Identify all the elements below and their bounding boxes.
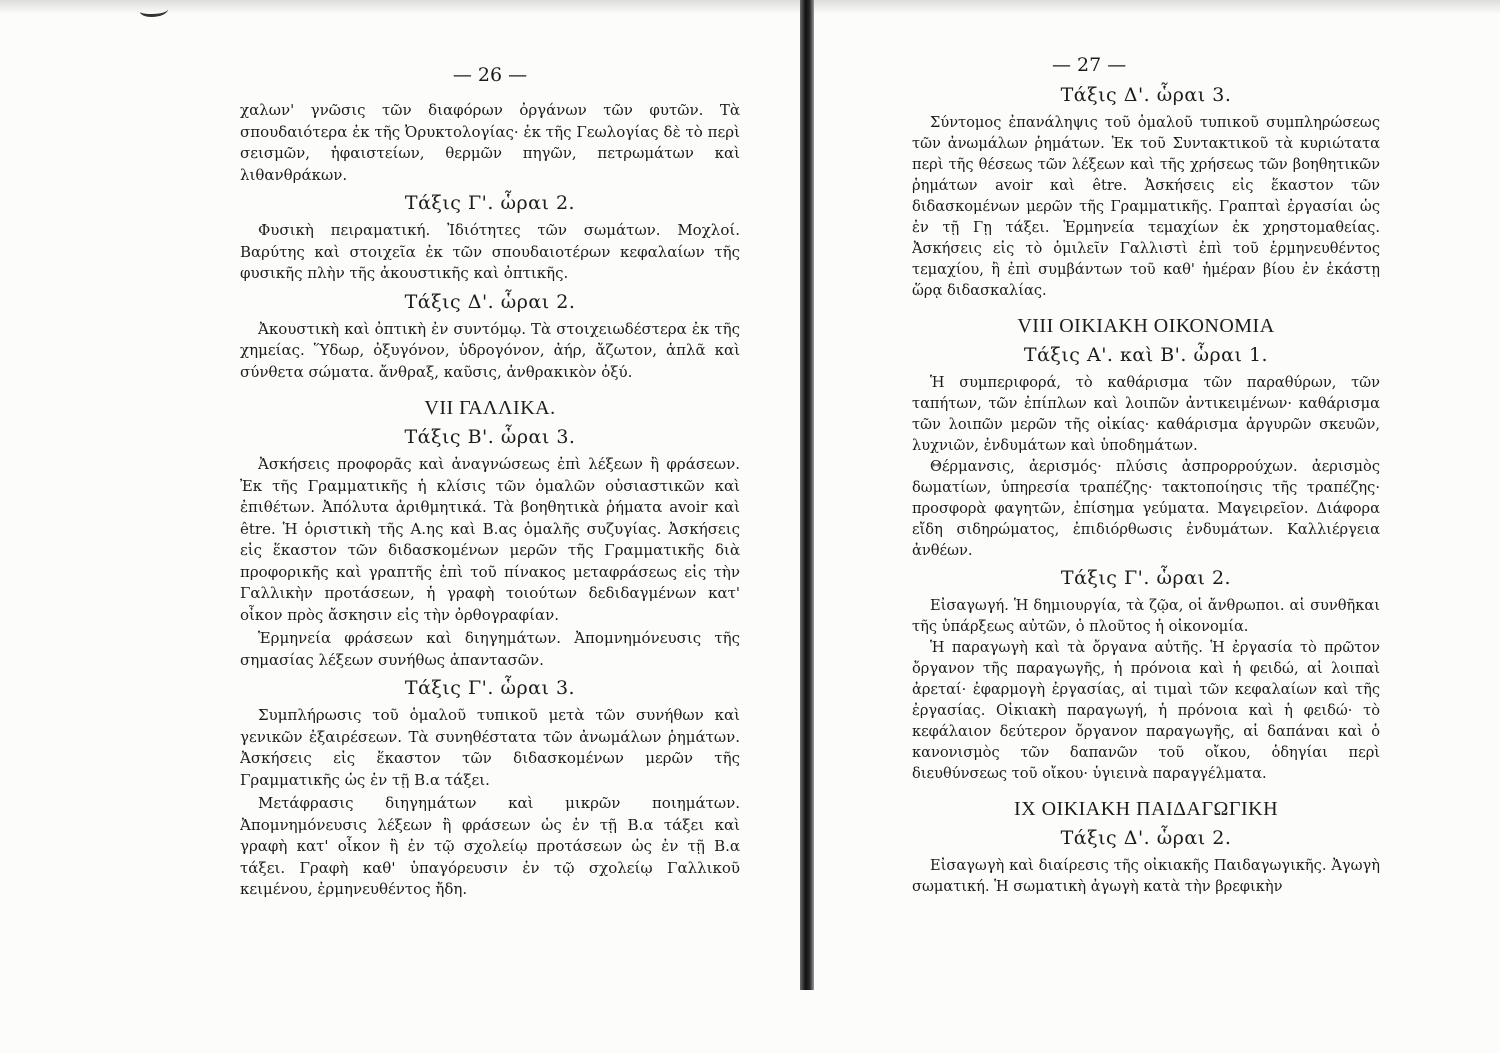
- class-g2-heading: Τάξις Γ'. ὧραι 3.: [404, 677, 576, 699]
- class-g-heading: Τάξις Γ'. ὧραι 2.: [404, 192, 576, 214]
- class-d-text-right: Σύντομος ἐπανάληψις τοῦ ὁμαλοῦ τυπικοῦ συμπληρώσεως τῶν ἀνωμάλων ῥημάτων. Ἐκ τοῦ Συντακτικοῦ τὰ κυριώτατα περὶ τῆς θέσεως τῶν λέξεων καὶ τῆς χρήσεως τῶν βοηθητικῶν ῥημάτων avoir καὶ être. Ἀσκήσεις εἰς ἕκαστον τῶν διδασκομένων μερῶν τῆς Γραμματικῆς. Γραπταὶ ἐργασίαι ὡς ἐν τῇ Γῃ τάξει. Ἑρμηνεία τεμαχίων ἐκ χρηστομαθείας. Ἀσκήσεις εἰς τὸ ὁμιλεῖν Γαλλιστὶ ἐπὶ τοῦ ἑρμηνευθέντος τεμαχίου, ἢ ἐπὶ συμβάντων τοῦ καθ' ἡμέραν βίου ἐν ἑκάστῃ ὥρᾳ διδασκαλίας.: [912, 114, 1380, 299]
- class-d-text: Ἀκουστικὴ καὶ ὀπτικὴ ἐν συντόμῳ. Τὰ στοιχειωδέστερα ἐκ τῆς χημείας. Ὕδωρ, ὀξυγόνον, ὑδρογόνον, ἀήρ, ἄζωτον, ἁπλᾶ καὶ σύνθετα σώματα. ἄνθραξ, καῦσις, ἀνθρακικὸν ὀξύ.: [240, 319, 740, 381]
- class-b-text-1: Ἀσκήσεις προφορᾶς καὶ ἀναγνώσεως ἐπὶ λέξεων ἢ φράσεων. Ἐκ τῆς Γραμματικῆς ἡ κλίσις τῶν ὁμαλῶν οὐσιαστικῶν καὶ ἐπιθέτων. Ἀπόλυτα ἀριθμητικά. Τὰ βοηθητικὰ ῥήματα avoir καὶ être. Ἡ ὁριστικὴ τῆς Α.ης καὶ Β.ας ὁμαλῆς συζυγίας. Ἀσκήσεις εἰς ἕκαστον τῶν διδασκομένων μερῶν τῆς Γραμματικῆς διὰ προφορικῆς καὶ γραπτῆς ἐπὶ τοῦ πίνακος μεταφράσεως εἰς τὴν Γαλλικὴν προτάσεων, ἡ γραφὴ τοιούτων δεδιδαγμένων κατ' οἶκον πρὸς ἄσκησιν εἰς τὴν ὀρθογραφίαν.: [240, 455, 740, 624]
- section-viii-title: VIII ΟΙΚΙΑΚΗ ΟΙΚΟΝΟΜΙΑ: [1017, 315, 1275, 337]
- class-d-heading: Τάξις Δ'. ὧραι 2.: [404, 290, 576, 313]
- book-gutter: [800, 0, 814, 990]
- left-page: [240, 0, 740, 903]
- right-page: [912, 0, 1380, 897]
- class-g-text: Φυσικὴ πειραματική. Ἰδιότητες τῶν σωμάτων. Μοχλοί. Βαρύτης καὶ στοιχεῖα ἐκ τῶν σπουδαιοτέρων κεφαλαίων τῆς φυσικῆς πλὴν τῆς ἀκουστικῆς καὶ ὀπτικῆς.: [240, 221, 740, 282]
- scan-ink-mark: [140, 4, 168, 17]
- page-number-right: — 27 —: [1052, 54, 1127, 76]
- class-g2-text-1: Συμπλήρωσις τοῦ ὁμαλοῦ τυπικοῦ μετὰ τῶν συνήθων καὶ γενικῶν ἐξαιρέσεων. Τὰ συνηθέστατα τῶν ἀνωμάλων ῥημάτων. Ἀσκήσεις εἰς ἕκαστον τῶν διδασκομένων μερῶν τῆς Γραμματικῆς ὡς ἐν τῇ Β.α τάξει.: [240, 706, 740, 789]
- section-ix-title: IX ΟΙΚΙΑΚΗ ΠΑΙΔΑΓΩΓΙΚΗ: [1013, 798, 1279, 820]
- class-g-text-2-right: Ἡ παραγωγὴ καὶ τὰ ὄργανα αὐτῆς. Ἡ ἐργασία τὸ πρῶτον ὄργανον τῆς παραγωγῆς, ἡ πρόνοια καὶ ἡ φειδώ, αἱ λοιπαὶ ἀρεταί· ἐφαρμογὴ ἐργασίας, αἱ τιμαὶ τῶν κεφαλαίων καὶ τῆς ἐργασίας. Οἰκιακὴ παραγωγή, ἡ πρόνοια καὶ ἡ φειδώ· τὸ κεφάλαιον δεύτερον ὄργανον παραγωγῆς, αἱ δαπάναι καὶ ὁ κανονισμὸς τῶν δαπανῶν τοῦ οἴκου, ὁδηγίαι περὶ διευθύνσεως τοῦ οἴκου· ὑγιεινὰ παραγγέλματα.: [912, 639, 1380, 782]
- class-ab-heading: Τάξις Α'. καὶ Β'. ὧραι 1.: [1023, 344, 1269, 366]
- class-b-text-2: Ἑρμηνεία φράσεων καὶ διηγημάτων. Ἀπομνημόνευσις τῆς σημασίας λέξεων συνήθως ἀπαντασῶν.: [240, 629, 740, 669]
- class-g2-text-2: Μετάφρασις διηγημάτων καὶ μικρῶν ποιημάτων. Ἀπομνημόνευσις λέξεων ἢ φράσεων ὡς ἐν τῇ Β.α τάξει καὶ γραφὴ κατ' οἶκον ἢ ἐν τῷ σχολείῳ προτάσεων ὡς ἐν τῇ Β.α τάξει. Γραφὴ καθ' ὑπαγόρευσιν ἐν τῷ σχολείῳ Γαλλικοῦ κειμένου, ἑρμηνευθέντος ἤδη.: [240, 794, 740, 898]
- intro-paragraph: χαλων' γνῶσις τῶν διαφόρων ὀργάνων τῶν φυτῶν. Τὰ σπουδαιότερα ἐκ τῆς Ὀρυκτολογίας· ἐκ τῆς Γεωλογίας δὲ τὸ περὶ σεισμῶν, ἡφαιστείων, θερμῶν πηγῶν, πετρωμάτων καὶ λιθανθράκων.: [240, 101, 740, 184]
- class-d2-text: Εἰσαγωγὴ καὶ διαίρεσις τῆς οἰκιακῆς Παιδαγωγικῆς. Ἀγωγὴ σωματική. Ἡ σωματικὴ ἀγωγὴ κατὰ τὴν βρεφικὴν: [912, 857, 1380, 895]
- class-ab-text-1: Ἡ συμπεριφορά, τὸ καθάρισμα τῶν παραθύρων, τῶν ταπήτων, τῶν ἐπίπλων καὶ λοιπῶν ἀντικειμένων· καθάρισμα τῶν λοιπῶν μερῶν τῆς οἰκίας· καθάρισμα ἀργυρῶν σκευῶν, λυχνιῶν, ἐνδυμάτων καὶ ὑποδημάτων.: [912, 374, 1380, 454]
- class-d-heading-right: Τάξις Δ'. ὧραι 3.: [1060, 84, 1232, 106]
- class-g-text-1-right: Εἰσαγωγή. Ἡ δημιουργία, τὰ ζῷα, οἱ ἄνθρωποι. αἱ συνθῆκαι τῆς ὑπάρξεως αὐτῶν, ὁ πλοῦτος ἡ οἰκονομία.: [912, 597, 1380, 635]
- class-d2-heading: Τάξις Δ'. ὧραι 2.: [1060, 827, 1232, 849]
- section-vii-title: VII ΓΑΛΛΙΚΑ.: [424, 397, 556, 419]
- class-b-heading: Τάξις Β'. ὧραι 3.: [404, 426, 576, 448]
- class-g-heading-right: Τάξις Γ'. ὧραι 2.: [1060, 567, 1232, 589]
- class-ab-text-2: Θέρμανσις, ἀερισμός· πλύσις ἀσπρορρούχων. ἀερισμὸς δωματίων, ὑπηρεσία τραπέζης· τακτοποίησις τῆς τραπέζης· προσφορὰ φαγητῶν, ἐπίσημα γεύματα. Μαγειρεῖον. Διάφορα εἴδη σιδηρώματος, ἐπιδιόρθωσις ἐνδυμάτων. Καλλιέργεια ἀνθέων.: [912, 458, 1380, 559]
- page-number-left: — 26 —: [452, 64, 528, 86]
